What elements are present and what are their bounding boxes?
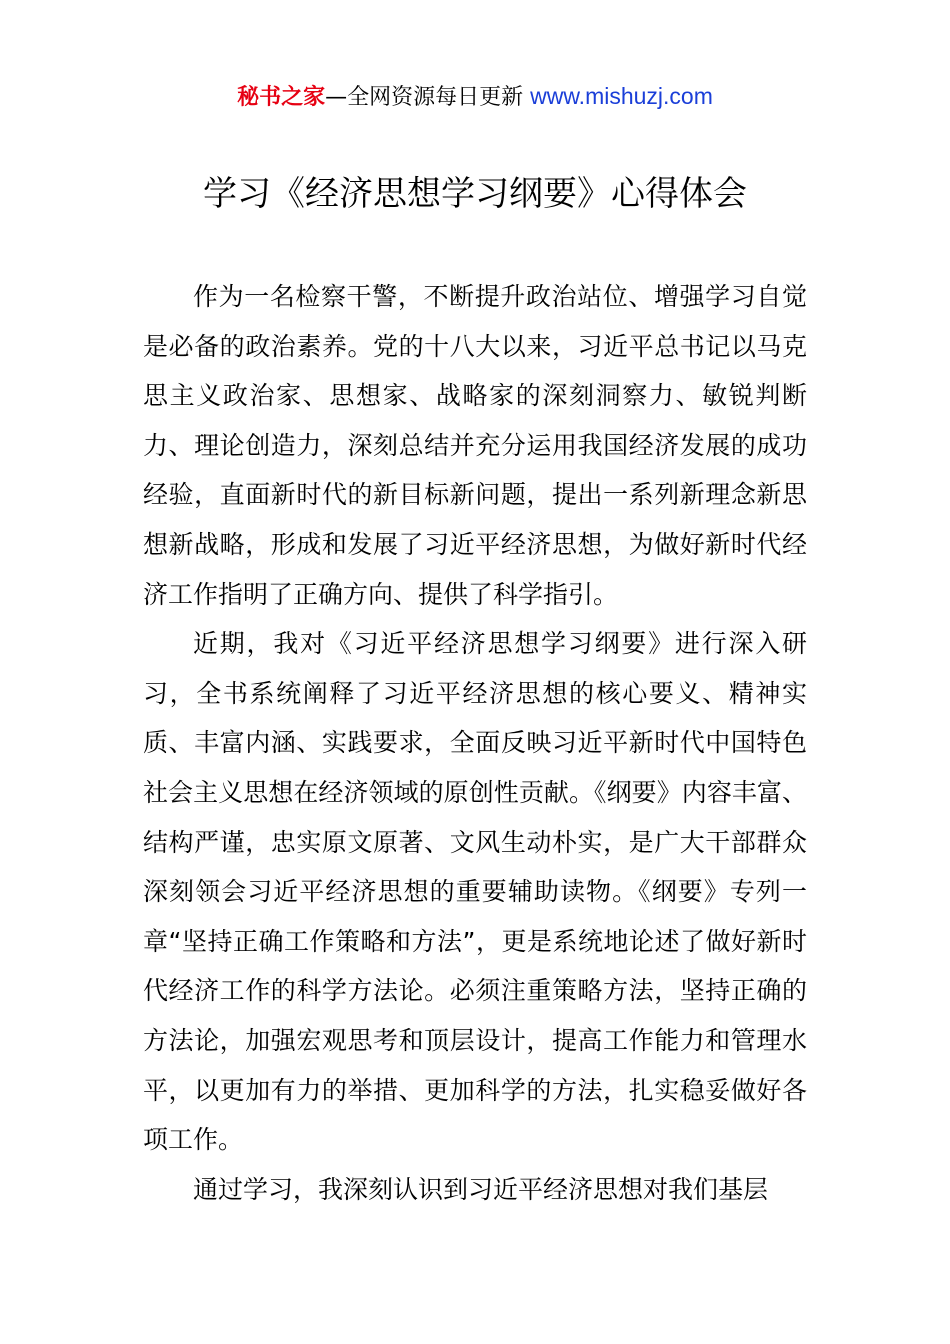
paragraph-1: 作为一名检察干警，不断提升政治站位、增强学习自觉是必备的政治素养。党的十八大以来，习近平总书记以马克思主义政治家、思想家、战略家的深刻洞察力、敏锐判断力、理论创造力，深刻总结并充分运用我国经济发展的成功经验，直面新时代的新目标新问题，提出一系列新理念新思想新战略，形成和发展了习近平经济思想，为做好新时代经济工作指明了正确方向、提供了科学指引。 xyxy=(143,282,807,609)
document-title: 学习《经济思想学习纲要》心得体会 xyxy=(203,174,747,214)
site-tagline: —全网资源每日更新 xyxy=(325,85,531,110)
paragraph-3: 通过学习，我深刻认识到习近平经济思想对我们基层 xyxy=(193,1174,769,1204)
site-header xyxy=(0,82,950,112)
document-body xyxy=(143,272,807,1214)
site-url-link[interactable]: www.mishuzj.com xyxy=(530,83,713,109)
paragraph-2: 近期，我对《习近平经济思想学习纲要》进行深入研习，全书系统阐释了习近平经济思想的核心要义、精神实质、丰富内涵、实践要求，全面反映习近平新时代中国特色社会主义思想在经济领域的原创性贡献。《纲要》内容丰富、结构严谨，忠实原文原著、文风生动朴实，是广大干部群众深刻领会习近平经济思想的重要辅助读物。《纲要》专列一章“坚持正确工作策略和方法”，更是系统地论述了做好新时代经济工作的科学方法论。必须注重策略方法，坚持正确的方法论，加强宏观思考和顶层设计，提高工作能力和管理水平，以更加有力的举措、更加科学的方法，扎实稳妥做好各项工作。 xyxy=(143,629,807,1155)
brand-name: 秘书之家 xyxy=(237,85,326,110)
